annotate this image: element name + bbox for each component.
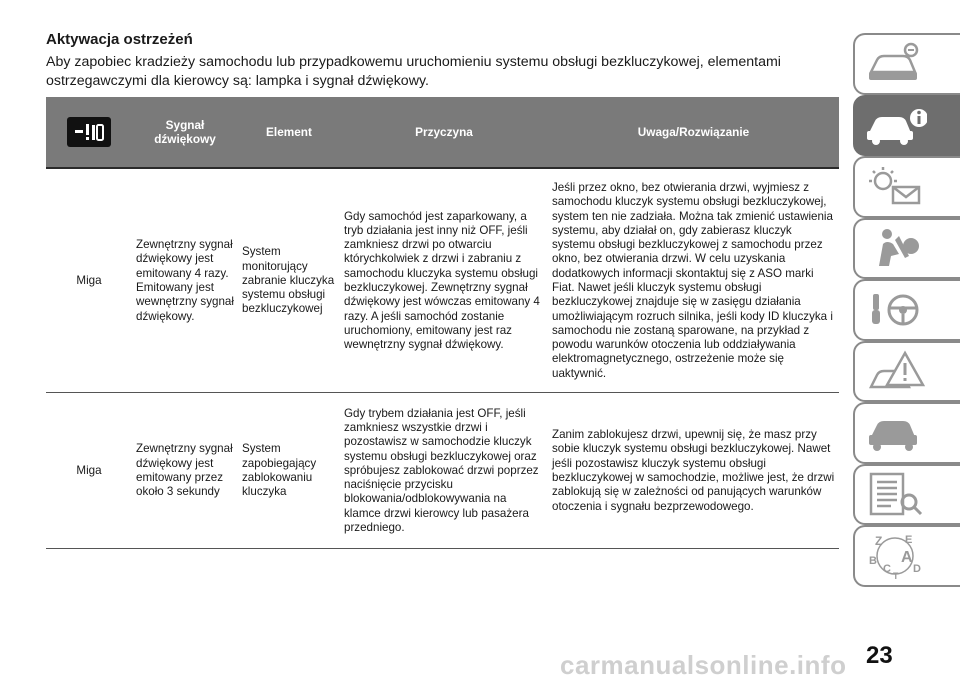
header-icon-cell bbox=[46, 97, 132, 168]
index-letter: Z bbox=[875, 533, 883, 548]
roadside-warning-icon bbox=[865, 349, 927, 393]
warnings-table bbox=[46, 97, 839, 549]
nav-item-warnings[interactable] bbox=[853, 156, 960, 218]
index-letter: B bbox=[869, 554, 877, 567]
warnings-table-wrap bbox=[46, 97, 839, 549]
alphabetical-index-icon bbox=[865, 532, 927, 580]
index-letter: D bbox=[913, 562, 921, 575]
airbag-person-icon bbox=[865, 226, 927, 270]
nav-item-specs[interactable] bbox=[853, 464, 960, 526]
cell-signal: Zewnętrzny sygnał dźwiękowy jest emitowany 4 razy. Emitowany jest wewnętrzny sygnał dźwiękowy. bbox=[136, 238, 234, 323]
cell-element: System zapobiegający zablokowaniu kluczyka bbox=[242, 442, 317, 499]
nav-item-dashboard[interactable] bbox=[853, 33, 960, 95]
nav-item-index[interactable] bbox=[853, 525, 960, 587]
cell-element: System monitorujący zabranie kluczyka systemu obsługi bezkluczykowej bbox=[242, 245, 335, 316]
intro-paragraph: Aby zapobiec kradzieży samochodu lub przypadkowemu uruchomieniu systemu obsługi bezkluczykowej, elementami ostrzegawczymi dla kierowcy są: lampka i sygnał dźwiękowy. bbox=[46, 54, 781, 89]
specifications-list-icon bbox=[865, 472, 927, 516]
header-cause: Przyczyna bbox=[340, 97, 548, 168]
cell-cause: Gdy trybem działania jest OFF, jeśli zamkniesz wszystkie drzwi i pozostawisz w samochodzie kluczyk systemu obsługi bezkluczykowej oraz spróbujesz zablokować drzwi poprzez naciśnięcie przycisku blokowania/odblokowywania na klamce drzwi kierowcy lub pasażera przedniego. bbox=[344, 406, 539, 535]
header-note: Uwaga/Rozwiązanie bbox=[548, 97, 839, 168]
header-element: Element bbox=[238, 97, 340, 168]
steering-wheel-key-icon bbox=[865, 288, 927, 332]
nav-item-safety[interactable] bbox=[853, 218, 960, 280]
cell-note: Jeśli przez okno, bez otwierania drzwi, wyjmiesz z samochodu kluczyk systemu obsługi bezkluczykowej, system ten nie zadziała. Można tak zmienić ustawienia systemu, aby działał on, gdy zabierasz kluczyk systemu obsługi bezkluczykowej z samochodu przez okno, bez otwierania drzwi. W celu uzyskania dodatkowych informacji skontaktuj się z ASO marki Fiat. Nawet jeśli kluczyk systemu obsługi bezkluczykowej znajduje się w zasięgu działania umożliwiającym rozruch silnika, jeśli kody ID kluczyka i samochodu nie zostaną sparowane, na przykład z powodu warunków otoczenia lub oddziaływania elektromagnetycznego, ostrzeżenie może się uaktywnić. bbox=[552, 180, 833, 380]
cell-mode: Miga bbox=[76, 463, 102, 477]
cell-signal: Zewnętrzny sygnał dźwiękowy jest emitowany przez około 3 sekundy bbox=[136, 442, 233, 499]
index-letter: E bbox=[905, 533, 913, 546]
chapter-nav bbox=[853, 33, 960, 587]
page-title: Aktywacja ostrzeżeń bbox=[46, 31, 193, 48]
car-info-icon bbox=[865, 103, 927, 147]
car-door-key-warning-icon bbox=[67, 117, 111, 147]
watermark: carmanualsonline.info bbox=[560, 650, 847, 680]
page-number: 23 bbox=[866, 642, 893, 669]
warning-light-message-icon bbox=[865, 165, 927, 209]
cell-cause: Gdy samochód jest zaparkowany, a tryb działania jest inny niż OFF, jeśli zamkniesz drzwi po otwarciu którychkolwiek z drzwi i zabraniu z samochodu kluczyka systemu obsługi bezkluczykowej. Zewnętrzny sygnał dźwiękowy jest wówczas emitowany 4 razy. A jeśli samochód zostanie uruchomiony, emitowany jest raz wewnętrzny sygnał dźwiękowy. bbox=[344, 209, 540, 352]
header-signal: Sygnał dźwiękowy bbox=[132, 97, 238, 168]
index-letter: C bbox=[883, 562, 891, 575]
table-header-row bbox=[46, 97, 839, 168]
table-row bbox=[46, 393, 839, 549]
cell-note: Zanim zablokujesz drzwi, upewnij się, że masz przy sobie kluczyk systemu obsługi bezkluczykowej. Nawet jeśli pozostawisz kluczyk systemu obsługi bezkluczykowej w samochodzie, możliwe jest, że drzwi zablokują się w zależności od panujących warunków otoczenia i sygnału bezprzewodowego. bbox=[552, 428, 835, 513]
index-letter: T bbox=[893, 570, 899, 580]
nav-item-starting[interactable] bbox=[853, 279, 960, 341]
cell-mode: Miga bbox=[76, 273, 102, 287]
nav-item-service[interactable] bbox=[853, 402, 960, 464]
table-row bbox=[46, 168, 839, 393]
index-letter: A bbox=[901, 548, 913, 566]
nav-item-car-info[interactable] bbox=[853, 95, 960, 157]
car-dashboard-icon bbox=[865, 42, 925, 86]
nav-item-emergency[interactable] bbox=[853, 341, 960, 403]
car-service-icon bbox=[865, 411, 927, 455]
